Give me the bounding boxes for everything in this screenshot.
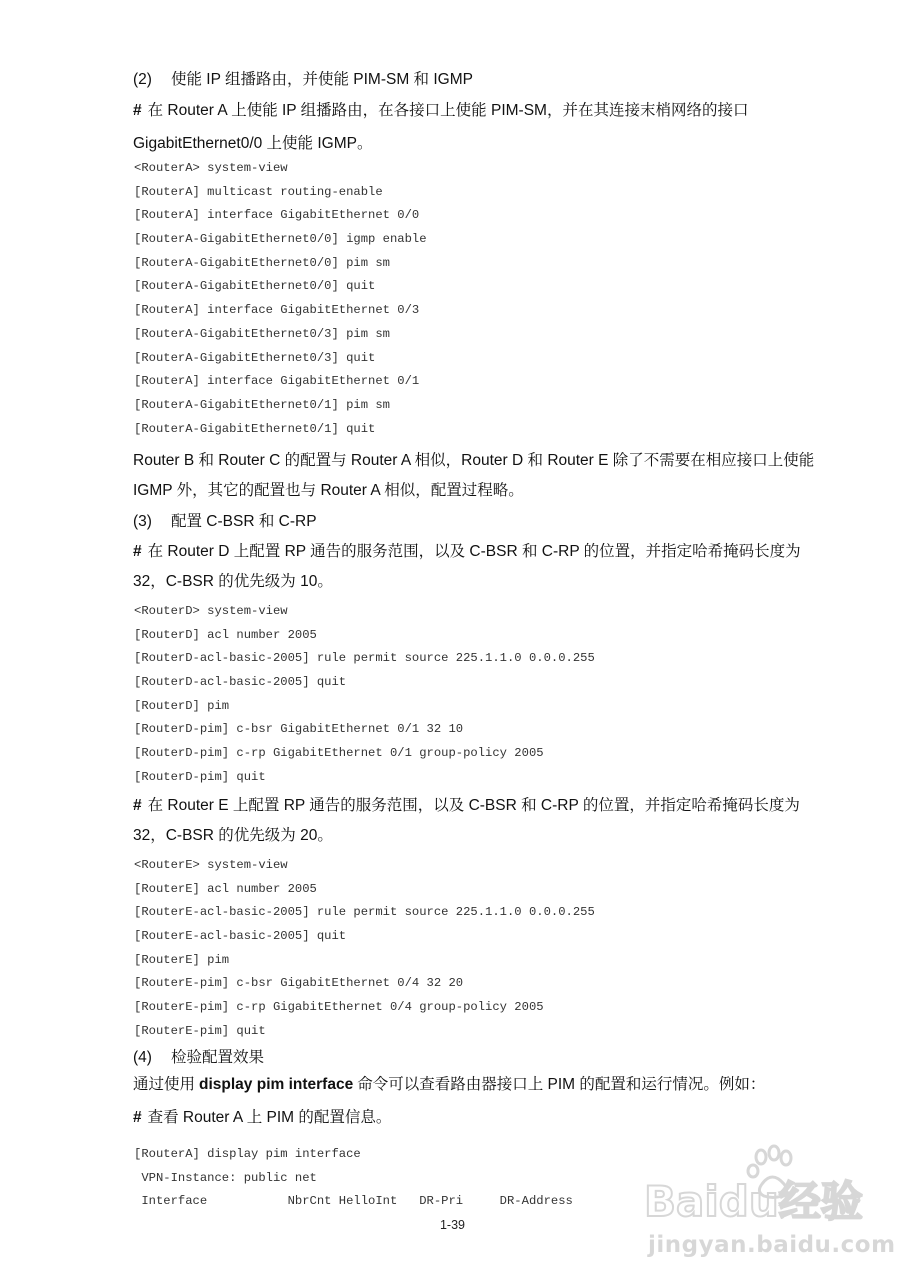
code-line: VPN-Instance: public net bbox=[134, 1170, 317, 1185]
section-3-step-2-text: 在 Router E 上配置 RP 通告的服务范围，以及 C-BSR 和 C-RP 的位置，并指定哈希掩码长度为 32，C-BSR 的优先级为 20。 bbox=[133, 797, 800, 844]
code-line: Interface NbrCnt HelloInt DR-Pri DR-Address bbox=[134, 1194, 573, 1209]
section-2-step bbox=[133, 94, 823, 160]
code-line: [RouterA-GigabitEthernet0/3] quit bbox=[134, 350, 376, 365]
code-line: [RouterA] interface GigabitEthernet 0/3 bbox=[134, 303, 420, 318]
step-hash: # bbox=[133, 543, 142, 560]
code-line: [RouterA-GigabitEthernet0/0] quit bbox=[134, 279, 376, 294]
section-4-title: 检验配置效果 bbox=[171, 1049, 265, 1066]
code-line: [RouterA-GigabitEthernet0/3] pim sm bbox=[134, 326, 390, 341]
code-line: <RouterA> system-view bbox=[134, 161, 288, 175]
section-3-step-1 bbox=[133, 537, 823, 597]
intro-command: display pim interface bbox=[199, 1076, 354, 1093]
code-line: [RouterE-pim] c-bsr GigabitEthernet 0/4 32 20 bbox=[134, 976, 464, 991]
watermark-brand: Baidu经验 bbox=[644, 1177, 863, 1226]
code-line: [RouterD-pim] quit bbox=[134, 769, 266, 784]
section-3-heading bbox=[133, 511, 317, 533]
section-4-intro bbox=[133, 1074, 823, 1096]
baidu-paw-logo bbox=[640, 1142, 872, 1232]
code-line: [RouterA] interface GigabitEthernet 0/1 bbox=[134, 374, 420, 389]
code-line: [RouterA-GigabitEthernet0/0] pim sm bbox=[134, 255, 390, 270]
code-line: <RouterD> system-view bbox=[134, 604, 288, 618]
watermark-url: jingyan.baidu.com bbox=[648, 1232, 896, 1258]
code-line: [RouterA-GigabitEthernet0/1] quit bbox=[134, 421, 376, 436]
code-line: [RouterD] acl number 2005 bbox=[134, 627, 317, 642]
code-line: [RouterD-acl-basic-2005] quit bbox=[134, 675, 347, 690]
intro-prefix: 通过使用 bbox=[133, 1076, 196, 1093]
code-line: [RouterD] pim bbox=[134, 698, 230, 713]
code-line: [RouterA] multicast routing-enable bbox=[134, 184, 383, 199]
baidu-watermark bbox=[640, 1142, 896, 1266]
code-line: [RouterA-GigabitEthernet0/1] pim sm bbox=[134, 397, 390, 412]
page-number: 1-39 bbox=[439, 1218, 466, 1232]
code-block-router-e bbox=[134, 854, 824, 1044]
section-2-number: (2) bbox=[133, 71, 152, 88]
section-2-step-text: 在 Router A 上使能 IP 组播路由，在各接口上使能 PIM-SM，并在其连接末梢网络的接口 GigabitEthernet0/0 上使能 IGMP。 bbox=[133, 102, 749, 152]
section-2-note: Router B 和 Router C 的配置与 Router A 相似，Router D 和 Router E 除了不需要在相应接口上使能 IGMP 外，其它的配置也与 Router A 相似，配置过程略。 bbox=[133, 452, 815, 499]
section-4-step-text: 查看 Router A 上 PIM 的配置信息。 bbox=[147, 1109, 392, 1126]
code-block-router-a bbox=[134, 157, 824, 441]
code-line: [RouterD-pim] c-bsr GigabitEthernet 0/1 32 10 bbox=[134, 722, 464, 737]
section-3-title: 配置 C-BSR 和 C-RP bbox=[171, 513, 317, 530]
code-line: [RouterD-acl-basic-2005] rule permit source 225.1.1.0 0.0.0.255 bbox=[134, 651, 595, 666]
code-line: [RouterA] display pim interface bbox=[134, 1147, 361, 1161]
section-4-step bbox=[133, 1107, 823, 1129]
step-hash: # bbox=[133, 797, 142, 814]
section-3-step-1-text: 在 Router D 上配置 RP 通告的服务范围，以及 C-BSR 和 C-RP 的位置，并指定哈希掩码长度为 32，C-BSR 的优先级为 10。 bbox=[133, 543, 801, 590]
code-line: [RouterE-acl-basic-2005] rule permit source 225.1.1.0 0.0.0.255 bbox=[134, 905, 595, 920]
step-hash: # bbox=[133, 1109, 142, 1126]
code-line: [RouterE-pim] c-rp GigabitEthernet 0/4 group-policy 2005 bbox=[134, 1000, 544, 1015]
code-line: [RouterE] acl number 2005 bbox=[134, 881, 317, 896]
section-2-heading bbox=[133, 69, 473, 91]
section-3-step-2 bbox=[133, 791, 823, 851]
intro-suffix: 命令可以查看路由器接口上 PIM 的配置和运行情况。例如： bbox=[357, 1076, 766, 1093]
section-4-number: (4) bbox=[133, 1049, 152, 1066]
code-block-router-d bbox=[134, 600, 824, 790]
step-hash: # bbox=[133, 102, 142, 119]
code-line: [RouterE] pim bbox=[134, 952, 230, 967]
code-line: <RouterE> system-view bbox=[134, 858, 288, 872]
code-line: [RouterA] interface GigabitEthernet 0/0 bbox=[134, 208, 420, 223]
code-line: [RouterE-pim] quit bbox=[134, 1023, 266, 1038]
code-line: [RouterA-GigabitEthernet0/0] igmp enable bbox=[134, 232, 427, 247]
section-4-heading bbox=[133, 1047, 264, 1069]
code-line: [RouterE-acl-basic-2005] quit bbox=[134, 929, 347, 944]
section-2-title: 使能 IP 组播路由，并使能 PIM-SM 和 IGMP bbox=[171, 71, 473, 88]
code-line: [RouterD-pim] c-rp GigabitEthernet 0/1 group-policy 2005 bbox=[134, 746, 544, 761]
section-3-number: (3) bbox=[133, 513, 152, 530]
